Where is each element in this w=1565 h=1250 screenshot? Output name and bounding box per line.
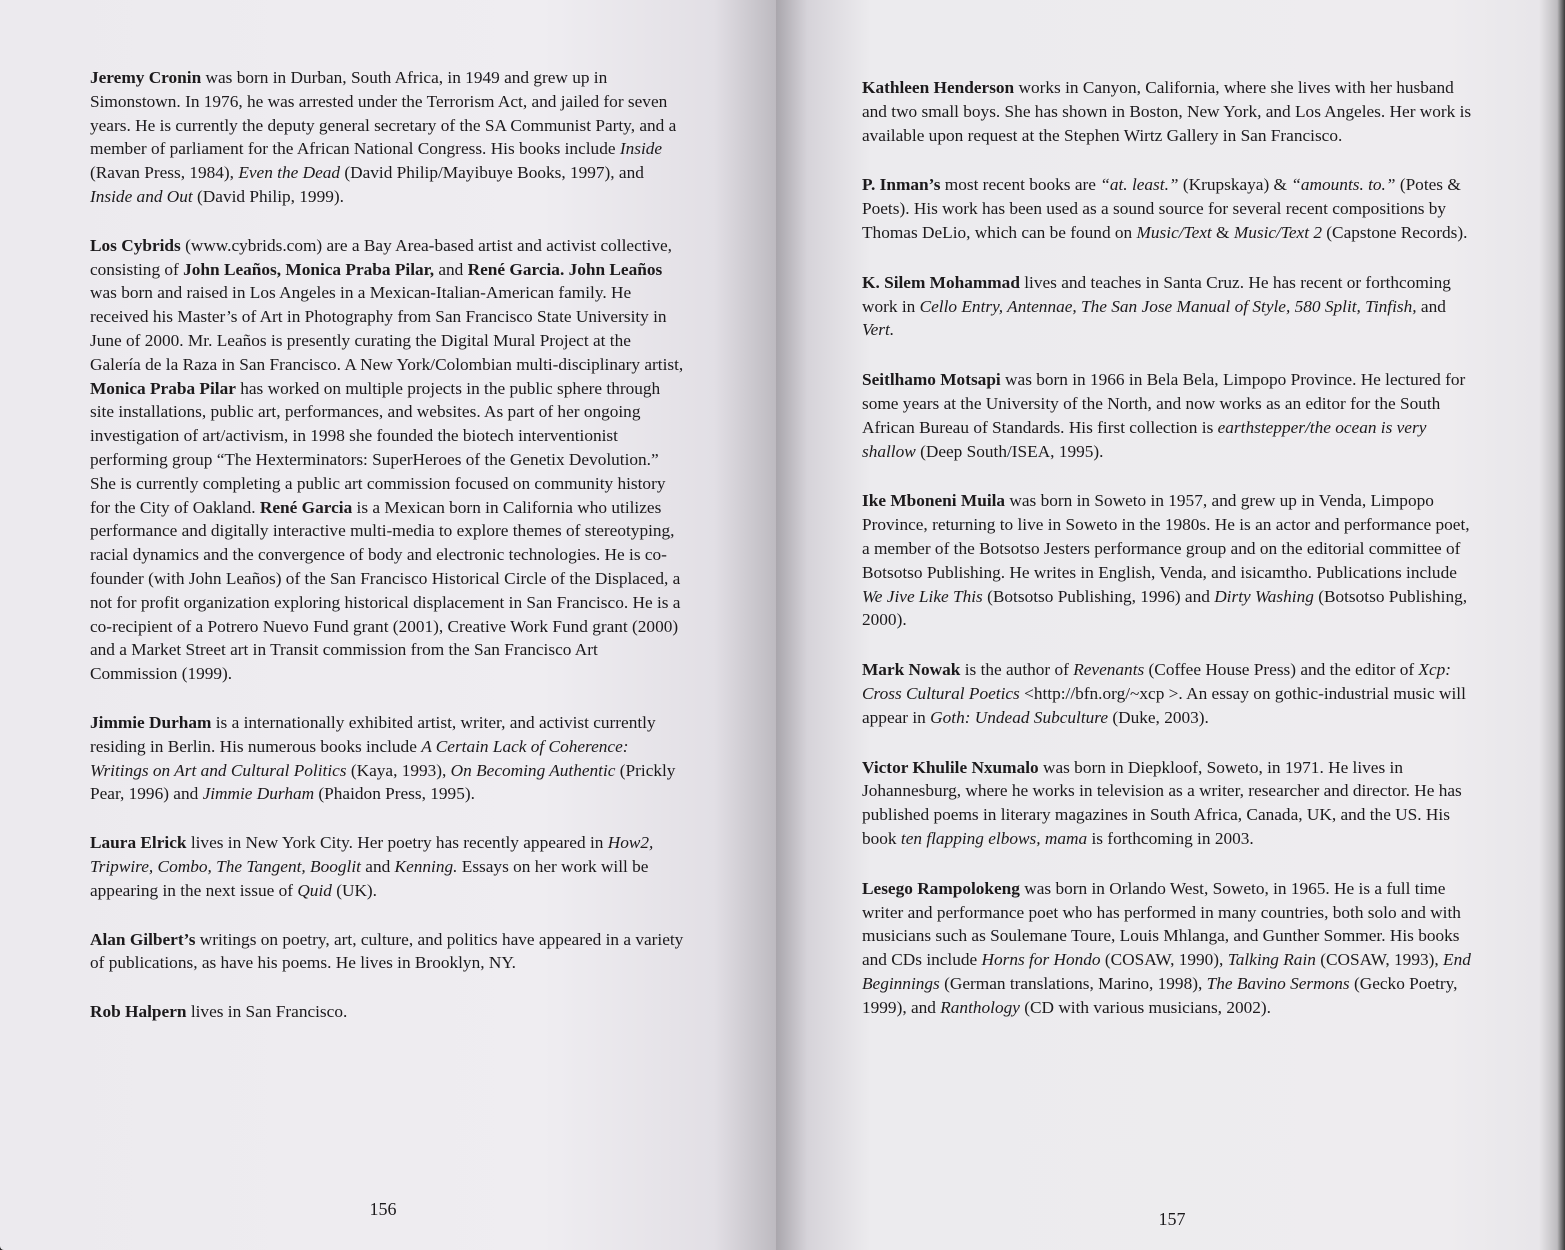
work-title: Cello Entry, Antennae, The San Jose Manual of Style, 580 Split, Tinfish, — [919, 296, 1417, 316]
bio-text: (Coffee House Press) and the editor of — [1144, 660, 1419, 680]
work-title: Ranthology — [940, 997, 1020, 1017]
page-number: 156 — [369, 1199, 397, 1219]
page-number: 157 — [1158, 1209, 1186, 1229]
bio-text: (Phaidon Press, 1995). — [314, 784, 475, 804]
author-name: Seitlhamo Motsapi — [862, 370, 1001, 390]
bio-text: (COSAW, 1993), — [1315, 950, 1444, 970]
work-title: “at. least.” — [1100, 175, 1179, 195]
bio-entry — [862, 271, 1480, 342]
author-name: René Garcia — [259, 497, 353, 517]
bio-text: lives in New York City. Her poetry has recently appeared in — [186, 833, 608, 853]
work-title: Inside and Out — [90, 186, 193, 206]
bio-text: was born in Durban, South Africa, in 1949 and grew up in Simonstown. In 1976, he was arrested under the Terrorism Act, and jailed for seven years. He is currently the deputy general secretary of the SA Communist Party, and a member of parliament for the African National Congress. His books include — [90, 68, 677, 159]
work-title: Goth: Undead Subculture — [930, 707, 1109, 727]
author-name: Jimmie Durham — [90, 712, 212, 732]
work-title: Music/Text 2 — [1233, 222, 1322, 242]
author-name: Jeremy Cronin — [90, 68, 202, 87]
bio-text: writings on poetry, art, culture, and politics have appeared in a variety of publications, as have his poems. He lives in Brooklyn, NY. — [90, 929, 684, 973]
bio-text: and — [1416, 296, 1446, 316]
author-name: Rob Halpern — [90, 1002, 187, 1022]
bio-text: is forthcoming in 2003. — [1087, 828, 1254, 848]
bio-text: & — [1211, 222, 1234, 242]
bio-text: was born and raised in Los Angeles in a Mexican-Italian-American family. He received his Master’s of Art in Photography from San Francisco State University in June of 2000. Mr. Leaños is presently curating the Digital Mural Project at the Galería de la Raza in San Francisco. A New York/Colombian multi-disciplinary artist, — [90, 283, 684, 374]
bio-text: is the author of — [960, 660, 1074, 680]
work-title: How2, Tripwire, Combo, The Tangent, Booglit — [90, 833, 654, 876]
work-title: “amounts. to.” — [1291, 175, 1396, 195]
bio-entry — [862, 756, 1480, 851]
work-title: Inside — [619, 139, 663, 159]
bio-text: most recent books are — [940, 175, 1101, 195]
bio-text: (David Philip/Mayibuye Books, 1997), and — [340, 163, 644, 183]
author-name: Kathleen Henderson — [862, 78, 1015, 97]
bio-text: works in Canyon, California, where she lives with her husband and two small boys. She has shown in Boston, New York, and Los Angeles. Her work is available upon request at the Stephen Wirtz Gallery in San Francisco. — [862, 78, 1472, 145]
bio-text: (CD with various musicians, 2002). — [1019, 997, 1271, 1017]
bio-text: (Capstone Records). — [1321, 222, 1468, 242]
author-name: John Leaños, Monica Praba Pilar, — [183, 259, 435, 279]
work-title: Xcp: Cross Cultural Poetics — [862, 660, 1452, 703]
work-title: Even the Dead — [238, 163, 341, 183]
bio-entry — [862, 877, 1480, 1020]
work-title: Horns for Hondo — [981, 950, 1101, 970]
bio-text: (Gecko Poetry, 1999), and — [862, 973, 1458, 1017]
work-title: End Beginnings — [862, 950, 1471, 993]
work-title: ten flapping elbows, mama — [900, 828, 1088, 848]
bio-entry — [90, 66, 686, 209]
author-name: René Garcia. John Leaños — [467, 259, 663, 279]
bio-text: lives and teaches in Santa Cruz. He has recent or forthcoming work in — [862, 272, 1451, 316]
author-name: Victor Khulile Nxumalo — [862, 757, 1039, 777]
bio-text: (Krupskaya) & — [1178, 175, 1292, 195]
author-name: Los Cybrids — [90, 235, 181, 255]
work-title: Dirty Washing — [1214, 586, 1314, 606]
work-title: On Becoming Authentic — [450, 760, 616, 780]
bio-entry — [90, 234, 686, 686]
bio-text: Essays on her work will be appearing in the next issue of — [90, 856, 649, 900]
bio-entry — [862, 658, 1480, 729]
bio-text: and — [360, 856, 395, 876]
work-title: Vert. — [862, 320, 895, 340]
author-name: Laura Elrick — [90, 833, 187, 853]
author-name: P. Inman’s — [862, 175, 941, 195]
bio-entry — [862, 76, 1480, 147]
work-title: earthstepper/the ocean is very shallow — [862, 417, 1427, 461]
work-title: A Certain Lack of Coherence: Writings on Art and Cultural Politics — [90, 736, 629, 780]
bio-entry — [90, 1000, 686, 1024]
work-title: Kenning. — [394, 856, 458, 876]
bio-text: is a Mexican born in California who utilizes performance and digitally interactive multi-media to explore themes of stereotyping, racial dynamics and the convergence of body and electronic technologies. He is co-founder (with John Leaños) of the San Francisco Historical Circle of the Displaced, a not for profit organization exploring historical displacement in San Francisco. He is a co-recipient of a Potrero Nuevo Fund grant (2001), Creative Work Fund grant (2000) and a Market Street art in Transit commission from the San Francisco Art Commission (1999). — [90, 497, 681, 684]
bio-entry — [862, 368, 1480, 463]
bio-entry — [862, 173, 1480, 244]
author-name: Ike Mboneni Muila — [862, 491, 1006, 511]
work-title: Music/Text — [1136, 222, 1212, 242]
work-title: The Bavino Sermons — [1206, 973, 1350, 993]
right-page-text — [862, 76, 1480, 1046]
bio-text: (Duke, 2003). — [1108, 707, 1209, 727]
bio-text: was born in Diepkloof, Soweto, in 1971. He lives in Johannesburg, where he works in television as a writer, researcher and director. He has published poems in literary magazines in South Africa, Canada, UK, and the US. His book — [862, 757, 1462, 848]
work-title: We Jive Like This — [862, 586, 983, 606]
bio-text: (Botsotso Publishing, 2000). — [862, 586, 1468, 630]
right-page — [776, 0, 1565, 1250]
bio-entry — [90, 711, 686, 806]
bio-text: (Deep South/ISEA, 1995). — [915, 441, 1104, 461]
bio-text: (Potes & Poets). His work has been used as a sound source for several recent compositions by Thomas DeLio, which can be found on — [862, 175, 1461, 242]
work-title: Jimmie Durham — [202, 784, 315, 804]
work-title: Quid — [297, 880, 332, 900]
bio-text: lives in San Francisco. — [186, 1002, 348, 1022]
bio-text: (Ravan Press, 1984), — [90, 163, 239, 183]
bio-text: is a internationally exhibited artist, writer, and activist currently residing in Berlin. His numerous books include — [90, 712, 656, 756]
bio-text: (COSAW, 1990), — [1100, 950, 1228, 970]
author-name: Lesego Rampolokeng — [862, 878, 1020, 898]
left-page — [0, 0, 776, 1250]
bio-entry — [90, 831, 686, 902]
bio-text: (Botsotso Publishing, 1996) and — [982, 586, 1215, 606]
left-page-text — [90, 66, 686, 1049]
bio-text: was born in Soweto in 1957, and grew up in Venda, Limpopo Province, returning to live in Soweto in the 1980s. He is an actor and performance poet, a member of the Botsotso Jesters performance group and on the editorial committee of Botsotso Publishing. He writes in English, Venda, and isicamtho. Publications include — [862, 491, 1470, 582]
bio-text: <http://bfn.org/~xcp >. An essay on gothic-industrial music will appear in — [862, 683, 1466, 727]
bio-entry — [862, 489, 1480, 632]
bio-text: (David Philip, 1999). — [192, 186, 344, 206]
author-name: Monica Praba Pilar — [90, 378, 236, 398]
author-name: K. Silem Mohammad — [862, 272, 1020, 292]
bio-text: (Prickly Pear, 1996) and — [90, 760, 676, 804]
author-name: Mark Nowak — [862, 660, 961, 680]
work-title: Revenants — [1073, 660, 1145, 680]
bio-text: (German translations, Marino, 1998), — [939, 973, 1207, 993]
bio-text: (www.cybrids.com) are a Bay Area-based artist and activist collective, consisting of — [90, 235, 672, 279]
work-title: Talking Rain — [1227, 950, 1316, 970]
bio-text: and — [434, 259, 468, 279]
author-name: Alan Gilbert’s — [90, 929, 196, 949]
bio-text: (UK). — [331, 880, 378, 900]
bio-text: was born in Orlando West, Soweto, in 1965. He is a full time writer and performance poet who has performed in many countries, both solo and with musicians such as Soulemane Toure, Louis Mhlanga, and Gunther Sommer. His books and CDs include — [862, 878, 1461, 970]
bio-text: (Kaya, 1993), — [346, 760, 451, 780]
bio-text: has worked on multiple projects in the public sphere through site installations, public art, performances, and websites. As part of her ongoing investigation of art/activism, in 1998 she founded the biotech interventionist performing group “The Hexterminators: SuperHeroes of the Genetix Devolution.” She is currently completing a public art commission focused on community history for the City of Oakland. — [90, 378, 666, 517]
bio-text: was born in 1966 in Bela Bela, Limpopo Province. He lectured for some years at the University of the North, and now works as an editor for the South African Bureau of Standards. His first collection is — [862, 370, 1466, 437]
bio-entry — [90, 928, 686, 976]
